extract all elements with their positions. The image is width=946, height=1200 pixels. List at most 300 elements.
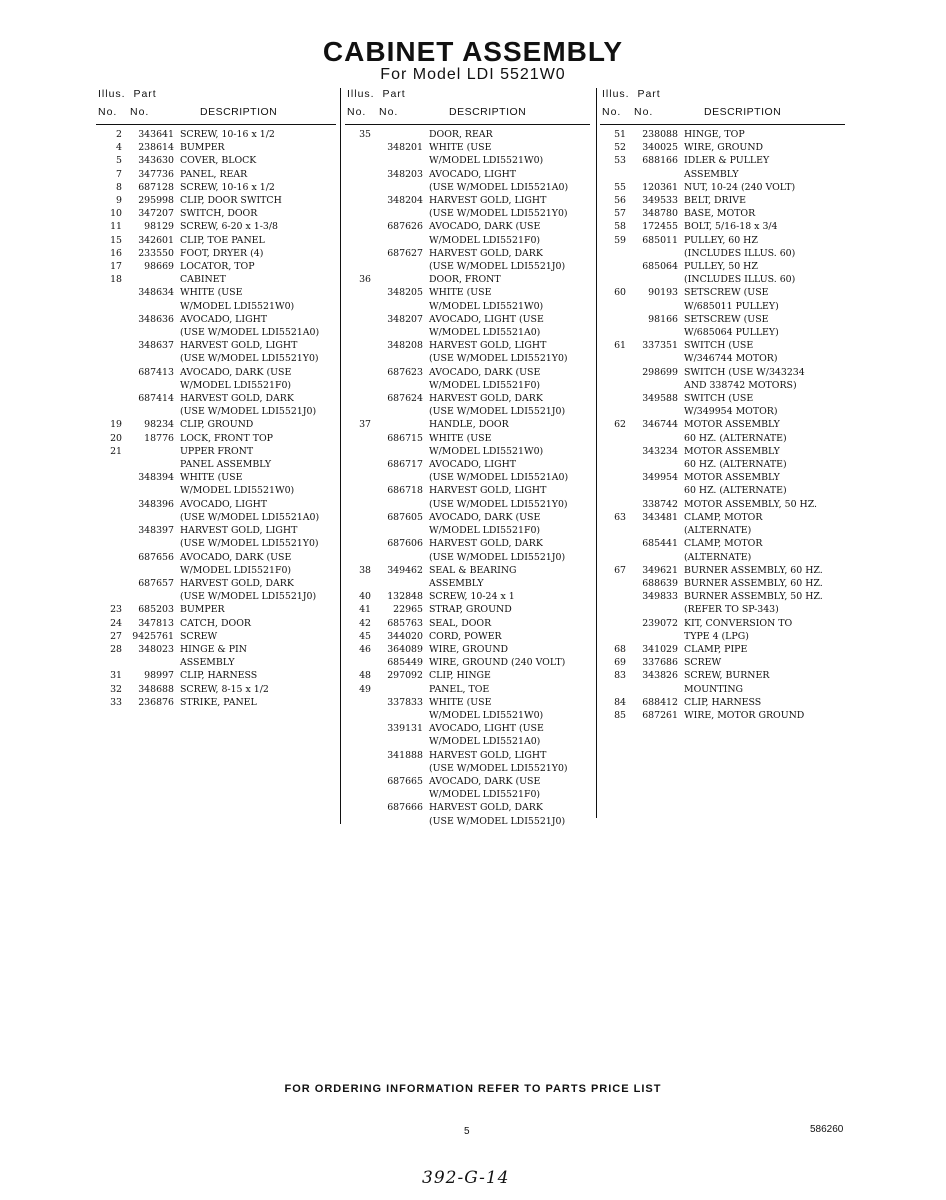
part-description: TYPE 4 (LPG)	[684, 630, 749, 642]
header-illus-no: No.	[347, 106, 367, 118]
illus-number: 27	[110, 630, 122, 642]
table-row	[96, 577, 336, 590]
table-row	[96, 128, 336, 141]
part-number: 233550	[138, 247, 174, 259]
part-description: CLAMP, MOTOR	[684, 511, 763, 523]
document-number: 586260	[810, 1124, 844, 1135]
part-number	[630, 273, 682, 286]
illus-number	[96, 484, 126, 497]
table-row	[600, 471, 845, 484]
illus-number	[345, 511, 375, 524]
illus-number: 68	[614, 643, 626, 655]
part-description: LOCK, FRONT TOP	[180, 432, 273, 444]
part-number: 346744	[642, 419, 678, 431]
table-row	[96, 471, 336, 484]
part-description: WHITE (USE	[180, 472, 243, 484]
part-number	[126, 326, 178, 339]
part-description: CLAMP, MOTOR	[684, 538, 763, 550]
table-row	[96, 181, 336, 194]
part-description: ASSEMBLY	[684, 168, 739, 180]
part-description: PULLEY, 50 HZ	[684, 261, 758, 273]
table-row	[600, 551, 845, 564]
parts-rows	[600, 128, 845, 722]
part-description: HARVEST GOLD, DARK	[429, 538, 543, 550]
table-row	[600, 656, 845, 669]
illus-number	[600, 366, 630, 379]
part-number	[375, 498, 427, 511]
part-number	[126, 484, 178, 497]
part-number: 338742	[642, 498, 678, 510]
part-description: HARVEST GOLD, LIGHT	[429, 749, 547, 761]
table-row	[600, 669, 845, 682]
illus-number	[96, 326, 126, 339]
part-description: KIT, CONVERSION TO	[684, 617, 793, 629]
part-description: (USE W/MODEL LDI5521Y0)	[429, 762, 568, 774]
part-description: DOOR, REAR	[429, 129, 493, 140]
part-description: (REFER TO SP-343)	[684, 604, 779, 616]
illus-number	[345, 788, 375, 801]
part-number: 348636	[138, 313, 174, 325]
part-number: 120361	[642, 181, 678, 193]
part-description: HARVEST GOLD, LIGHT	[180, 525, 298, 537]
illus-number	[600, 326, 630, 339]
part-description: (USE W/MODEL LDI5521J0)	[429, 551, 566, 563]
part-number: 687414	[138, 393, 174, 405]
illus-number: 5	[116, 155, 122, 167]
part-description: (USE W/MODEL LDI5521A0)	[429, 181, 569, 193]
illus-number	[96, 577, 126, 590]
part-description: HARVEST GOLD, DARK	[429, 393, 543, 405]
illus-number: 62	[614, 419, 626, 431]
illus-number: 41	[359, 604, 371, 616]
illus-number: 53	[614, 155, 626, 167]
table-row	[345, 815, 590, 828]
part-number: 685763	[387, 617, 423, 629]
table-row	[345, 260, 590, 273]
illus-number: 67	[614, 564, 626, 576]
table-row	[345, 300, 590, 313]
part-description: W/MODEL LDI5521W0)	[180, 485, 295, 497]
table-row	[345, 207, 590, 220]
part-number: 22965	[393, 604, 423, 616]
part-description: W/MODEL LDI5521F0)	[429, 789, 541, 801]
part-number: 687623	[387, 366, 423, 378]
table-row	[96, 643, 336, 656]
illus-number	[345, 551, 375, 564]
part-number: 687413	[138, 366, 174, 378]
illus-number	[345, 392, 375, 405]
table-row	[96, 551, 336, 564]
table-row	[96, 168, 336, 181]
table-row	[345, 511, 590, 524]
table-row	[96, 445, 336, 458]
part-number: 98997	[144, 670, 174, 682]
table-row	[345, 326, 590, 339]
header-illus-part: Illus. Part	[98, 88, 157, 100]
part-description: BUMPER	[180, 142, 225, 154]
part-description: BUMPER	[180, 604, 225, 616]
part-description: AVOCADO, LIGHT (USE	[429, 313, 544, 325]
table-row	[96, 524, 336, 537]
part-description: SCREW, 10-16 x 1/2	[180, 181, 275, 193]
part-description: HARVEST GOLD, LIGHT	[429, 195, 547, 207]
part-description: CLIP, HARNESS	[684, 696, 762, 708]
part-description: HINGE & PIN	[180, 643, 247, 655]
table-row	[345, 630, 590, 643]
table-row	[600, 326, 845, 339]
part-number	[630, 168, 682, 181]
part-description: AVOCADO, DARK (USE	[429, 221, 541, 233]
table-row	[96, 498, 336, 511]
table-row	[345, 603, 590, 616]
part-number	[375, 735, 427, 748]
part-number: 686718	[387, 485, 423, 497]
part-description: (USE W/MODEL LDI5521A0)	[180, 327, 320, 339]
table-row	[345, 683, 590, 696]
part-number	[375, 709, 427, 722]
table-row	[345, 392, 590, 405]
part-description: STRIKE, PANEL	[180, 696, 257, 708]
illus-number: 10	[110, 208, 122, 220]
illus-number	[345, 524, 375, 537]
illus-number: 8	[116, 181, 122, 193]
part-description: 60 HZ. (ALTERNATE)	[684, 432, 787, 444]
illus-number	[345, 709, 375, 722]
illus-number	[345, 300, 375, 313]
part-description: WHITE (USE	[180, 287, 243, 299]
part-number: 687657	[138, 577, 174, 589]
part-number: 343234	[642, 445, 678, 457]
table-row	[600, 445, 845, 458]
illus-number	[345, 815, 375, 828]
illus-number	[345, 220, 375, 233]
part-description: BURNER ASSEMBLY, 50 HZ.	[684, 591, 823, 603]
table-row	[345, 418, 590, 431]
part-number	[630, 524, 682, 537]
part-number: 349954	[642, 472, 678, 484]
table-row	[600, 194, 845, 207]
table-row	[345, 722, 590, 735]
part-number: 348201	[387, 142, 423, 154]
part-description: SCREW	[180, 630, 218, 642]
part-number: 687626	[387, 221, 423, 233]
table-row	[345, 498, 590, 511]
illus-number	[345, 722, 375, 735]
illus-number	[96, 524, 126, 537]
table-row	[345, 286, 590, 299]
part-number: 341888	[387, 749, 423, 761]
table-row	[345, 432, 590, 445]
illus-number: 21	[110, 445, 122, 457]
illus-number	[96, 471, 126, 484]
illus-number	[600, 551, 630, 564]
part-description: SWITCH (USE	[684, 340, 754, 352]
illus-number	[600, 683, 630, 696]
part-description: MOTOR ASSEMBLY	[684, 445, 780, 457]
part-description: (INCLUDES ILLUS. 60)	[684, 274, 796, 286]
part-number	[375, 326, 427, 339]
table-row	[345, 379, 590, 392]
part-number: 685441	[642, 538, 678, 550]
table-row	[96, 234, 336, 247]
part-description: UPPER FRONT	[180, 445, 254, 457]
header-description: DESCRIPTION	[449, 106, 527, 118]
part-description: COVER, BLOCK	[180, 155, 257, 167]
part-description: (ALTERNATE)	[684, 525, 752, 537]
part-number: 349533	[642, 195, 678, 207]
part-number: 688412	[642, 696, 678, 708]
part-number	[375, 418, 427, 431]
part-number: 295998	[138, 195, 174, 207]
illus-number: 52	[614, 142, 626, 154]
illus-number: 20	[110, 432, 122, 444]
column-header	[600, 88, 845, 125]
part-number	[630, 379, 682, 392]
part-description: (USE W/MODEL LDI5521Y0)	[429, 208, 568, 220]
part-number: 239072	[642, 617, 678, 629]
part-description: (USE W/MODEL LDI5521Y0)	[180, 538, 319, 550]
part-description: W/MODEL LDI5521A0)	[429, 736, 541, 748]
part-number: 341029	[642, 643, 678, 655]
table-row	[600, 366, 845, 379]
part-description: CLIP, DOOR SWITCH	[180, 195, 282, 207]
illus-number	[96, 656, 126, 669]
illus-number	[600, 168, 630, 181]
table-row	[96, 286, 336, 299]
part-description: AND 338742 MOTORS)	[684, 379, 797, 391]
part-number: 687665	[387, 775, 423, 787]
table-row	[600, 247, 845, 260]
part-description: CLIP, GROUND	[180, 419, 254, 431]
illus-number	[345, 762, 375, 775]
part-description: CLIP, HINGE	[429, 670, 491, 682]
table-row	[96, 617, 336, 630]
table-row	[96, 154, 336, 167]
part-description: W/MODEL LDI5521F0)	[180, 379, 292, 391]
table-row	[96, 300, 336, 313]
illus-number: 84	[614, 696, 626, 708]
illus-number	[600, 352, 630, 365]
part-number: 9425761	[132, 630, 174, 642]
table-row	[600, 300, 845, 313]
table-row	[345, 551, 590, 564]
illus-number: 85	[614, 709, 626, 721]
part-number	[375, 379, 427, 392]
table-row	[345, 247, 590, 260]
part-description: AVOCADO, DARK (USE	[180, 551, 292, 563]
part-number: 348634	[138, 287, 174, 299]
part-number	[126, 537, 178, 550]
part-number: 687656	[138, 551, 174, 563]
table-row	[600, 154, 845, 167]
illus-number: 49	[359, 683, 371, 695]
illus-number: 56	[614, 195, 626, 207]
table-row	[345, 577, 590, 590]
part-description: SCREW, 8-15 x 1/2	[180, 683, 269, 695]
part-description: WIRE, GROUND	[684, 142, 764, 154]
table-row	[345, 405, 590, 418]
table-row	[96, 564, 336, 577]
column-header	[96, 88, 336, 125]
table-row	[96, 432, 336, 445]
table-row	[600, 418, 845, 431]
table-row	[600, 432, 845, 445]
part-description: SEAL, DOOR	[429, 617, 492, 629]
header-description: DESCRIPTION	[704, 106, 782, 118]
part-number: 348023	[138, 643, 174, 655]
page-title: CABINET ASSEMBLY	[322, 36, 624, 67]
illus-number	[96, 511, 126, 524]
part-number: 343641	[138, 129, 174, 140]
part-number: 685064	[642, 261, 678, 273]
illus-number	[600, 313, 630, 326]
part-number	[126, 379, 178, 392]
part-number: 349621	[642, 564, 678, 576]
illus-number	[345, 735, 375, 748]
part-description: WHITE (USE	[429, 142, 492, 154]
table-row	[96, 366, 336, 379]
illus-number: 57	[614, 208, 626, 220]
illus-number	[600, 392, 630, 405]
table-row	[96, 352, 336, 365]
part-number: 349462	[387, 564, 423, 576]
table-row	[600, 168, 845, 181]
table-row	[96, 537, 336, 550]
header-illus-part: Illus. Part	[602, 88, 661, 100]
illus-number	[345, 405, 375, 418]
table-row	[345, 735, 590, 748]
part-description: W/685064 PULLEY)	[684, 327, 779, 339]
part-description: W/MODEL LDI5521W0)	[429, 445, 544, 457]
part-number	[126, 445, 178, 458]
part-description: CATCH, DOOR	[180, 617, 251, 629]
table-row	[600, 696, 845, 709]
illus-number: 55	[614, 181, 626, 193]
part-description: (USE W/MODEL LDI5521J0)	[180, 591, 317, 603]
table-row	[600, 511, 845, 524]
illus-number: 11	[110, 221, 122, 233]
part-number	[630, 405, 682, 418]
table-row	[345, 352, 590, 365]
table-row	[600, 260, 845, 273]
part-description: (USE W/MODEL LDI5521J0)	[429, 815, 566, 827]
illus-number	[345, 260, 375, 273]
table-row	[96, 405, 336, 418]
part-number	[630, 300, 682, 313]
part-number	[630, 432, 682, 445]
illus-number	[600, 617, 630, 630]
table-row	[600, 683, 845, 696]
illus-number	[345, 749, 375, 762]
part-description: W/MODEL LDI5521F0)	[429, 525, 541, 537]
part-number	[126, 564, 178, 577]
part-description: SCREW, 10-16 x 1/2	[180, 129, 275, 140]
illus-number: 28	[110, 643, 122, 655]
part-description: HARVEST GOLD, LIGHT	[180, 340, 298, 352]
table-row	[600, 273, 845, 286]
illus-number: 61	[614, 340, 626, 352]
table-row	[600, 352, 845, 365]
table-row	[96, 590, 336, 603]
part-description: AVOCADO, DARK (USE	[429, 366, 541, 378]
table-row	[345, 775, 590, 788]
illus-number	[345, 484, 375, 497]
illus-number: 51	[614, 129, 626, 140]
illus-number: 37	[359, 419, 371, 431]
illus-number: 45	[359, 630, 371, 642]
part-description: MOTOR ASSEMBLY	[684, 472, 780, 484]
part-description: WIRE, GROUND	[429, 643, 509, 655]
part-description: CABINET	[180, 274, 226, 286]
part-number	[630, 683, 682, 696]
part-number: 348780	[642, 208, 678, 220]
part-description: BURNER ASSEMBLY, 60 HZ.	[684, 577, 823, 589]
table-row	[345, 656, 590, 669]
part-number: 348205	[387, 287, 423, 299]
part-description: (USE W/MODEL LDI5521A0)	[180, 511, 320, 523]
part-description: BOLT, 5/16-18 x 3/4	[684, 221, 778, 233]
part-description: (USE W/MODEL LDI5521J0)	[180, 406, 317, 418]
part-number	[375, 207, 427, 220]
table-row	[600, 220, 845, 233]
illus-number	[600, 471, 630, 484]
illus-number	[96, 590, 126, 603]
table-row	[345, 590, 590, 603]
part-number: 347813	[138, 617, 174, 629]
header-part-no: No.	[130, 106, 150, 118]
part-number	[630, 326, 682, 339]
header-part-no: No.	[634, 106, 654, 118]
part-number	[375, 273, 427, 286]
part-description: SWITCH (USE W/343234	[684, 366, 805, 378]
illus-number: 58	[614, 221, 626, 233]
table-row	[600, 577, 845, 590]
part-description: W/MODEL LDI5521A0)	[429, 327, 541, 339]
part-description: W/346744 MOTOR)	[684, 353, 778, 365]
illus-number	[600, 405, 630, 418]
table-row	[96, 630, 336, 643]
part-description: W/MODEL LDI5521F0)	[180, 564, 292, 576]
part-number: 349588	[642, 393, 678, 405]
table-row	[96, 511, 336, 524]
illus-number	[345, 366, 375, 379]
table-row	[600, 498, 845, 511]
part-number: 236876	[138, 696, 174, 708]
part-number	[126, 352, 178, 365]
part-number: 685203	[138, 604, 174, 616]
part-description: W/MODEL LDI5521W0)	[429, 155, 544, 167]
table-row	[600, 234, 845, 247]
part-number: 687606	[387, 538, 423, 550]
part-number	[375, 551, 427, 564]
illus-number: 24	[110, 617, 122, 629]
part-number: 688639	[642, 577, 678, 589]
part-number: 343630	[138, 155, 174, 167]
part-number: 238614	[138, 142, 174, 154]
table-row	[600, 181, 845, 194]
illus-number	[345, 234, 375, 247]
column-header	[345, 88, 590, 125]
part-number: 342601	[138, 234, 174, 246]
part-number: 688166	[642, 155, 678, 167]
part-description: PANEL, REAR	[180, 168, 248, 180]
part-number: 348396	[138, 498, 174, 510]
table-row	[96, 458, 336, 471]
table-row	[600, 630, 845, 643]
part-number	[375, 405, 427, 418]
table-row	[600, 207, 845, 220]
table-row	[345, 643, 590, 656]
